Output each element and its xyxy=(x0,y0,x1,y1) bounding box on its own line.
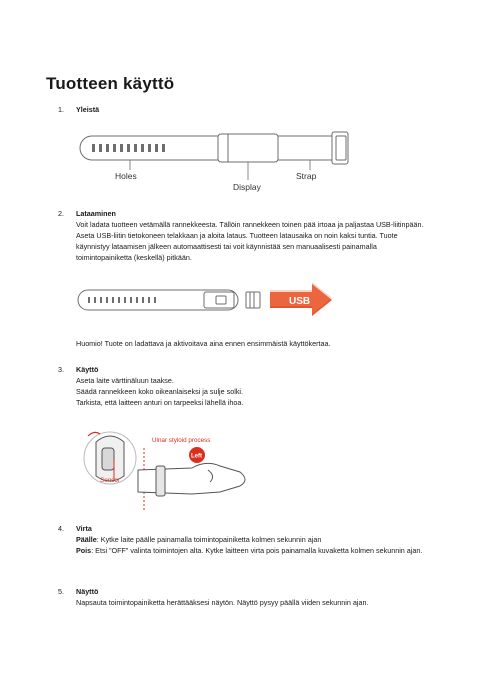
section-display xyxy=(58,586,428,608)
section-title: Näyttö xyxy=(76,587,99,596)
usb-label: USB xyxy=(289,296,311,307)
band-unplugged xyxy=(78,290,260,310)
section-number: 4. xyxy=(58,524,64,533)
rotation-arrow xyxy=(88,432,100,436)
section-power xyxy=(58,523,428,556)
power-on-line xyxy=(76,534,428,545)
wrist-placement-figure xyxy=(80,420,255,520)
section-general xyxy=(58,104,428,115)
usage-line-2: Säädä rannekkeen koko oikeanlaiseksi ja sulje solki. xyxy=(76,387,244,396)
strap-holes xyxy=(92,144,165,152)
usage-line-3: Tarkista, että laitteen anturi on tarpeeksi lähellä ihoa. xyxy=(76,398,244,407)
page-title: Tuotteen käyttö xyxy=(46,74,175,93)
left-badge xyxy=(189,447,205,463)
ulnar-label: Ulnar styloid process xyxy=(152,437,211,444)
usb-arrow xyxy=(270,282,332,316)
power-on-label: Päälle xyxy=(76,535,97,544)
section-number: 1. xyxy=(58,105,64,114)
usb-charging-figure xyxy=(76,280,336,324)
display-text: Napsauta toimintopainiketta herättääksesi näytön. Näyttö pysyy päällä viiden sekunnin ajan. xyxy=(76,598,369,607)
charging-text: Voit ladata tuotteen vetämällä rannekkeesta. Tällöin rannekkeen toinen pää irtoaa ja paljastaa USB-liitinpään. Aseta USB-liitin tietokoneen telakkaan ja aloita lataus. Tuotteen latausaika on noin kaksi tuntia. Tuote käynnistyy lataamisen jälkeen automaattisesti tai voit käynnistää sen manuaalisesti painamalla toimintopainiketta (keskellä) pitkään. xyxy=(76,220,424,262)
section-number: 5. xyxy=(58,587,64,596)
section-usage xyxy=(58,364,428,408)
section-title: Käyttö xyxy=(76,365,99,374)
sensor-label: Sensor xyxy=(100,477,120,484)
left-label: Left xyxy=(191,453,202,460)
section-title: Lataaminen xyxy=(76,209,116,218)
callout-lines xyxy=(130,160,310,180)
display-label: Display xyxy=(233,182,261,192)
charging-note xyxy=(58,338,428,349)
section-title: Yleistä xyxy=(76,105,100,114)
section-number: 2. xyxy=(58,209,64,218)
band-overview-figure xyxy=(70,124,370,196)
strap-label: Strap xyxy=(296,171,317,181)
power-on-text: : Kytke laite päälle painamalla toimintopainiketta kolmen sekunnin ajan xyxy=(96,535,322,544)
power-off-line xyxy=(76,545,428,556)
power-off-text: : Etsi ”OFF” valinta toimintojen alta. Kytke laitteen virta pois painamalla kuvaketta kolmen sekunnin ajan. xyxy=(91,546,423,555)
power-off-label: Pois xyxy=(76,546,92,555)
section-charging xyxy=(58,208,428,263)
usage-line-1: Aseta laite värttinäluun taakse. xyxy=(76,376,174,385)
section-number: 3. xyxy=(58,365,64,374)
arm-illustration xyxy=(138,463,245,496)
section-title: Virta xyxy=(76,524,92,533)
holes-label: Holes xyxy=(115,171,137,181)
note-text: Huomio! Tuote on ladattava ja aktivoitava aina ennen ensimmäistä käyttökertaa. xyxy=(76,339,331,348)
strap-holes xyxy=(88,297,156,303)
